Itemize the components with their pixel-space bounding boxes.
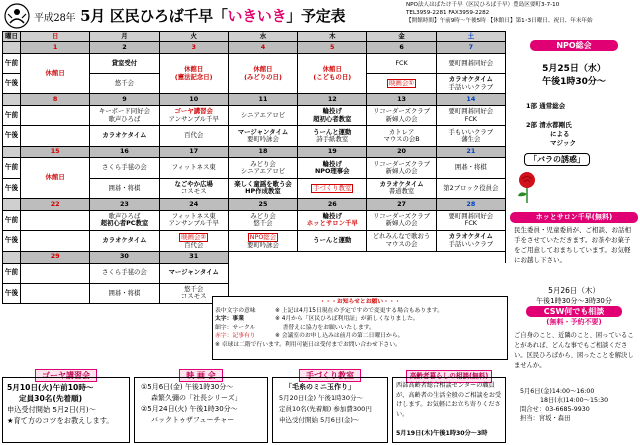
event: フィットネス東 アンサンブル千早 — [159, 210, 228, 230]
week-row — [3, 251, 506, 263]
am-label: 午前 — [3, 158, 21, 178]
event: 百代会 — [159, 126, 228, 146]
event: さくら手毬の会 — [90, 263, 159, 283]
event: うーんと運動 — [298, 230, 367, 251]
notice-box — [212, 296, 508, 360]
monthly-calendar — [2, 31, 506, 304]
day-number: 7 — [436, 42, 505, 54]
event: 要町囲碁同好会 — [436, 53, 505, 73]
day-number: 6 — [367, 42, 436, 54]
day-number: 23 — [90, 198, 159, 210]
day-number: 27 — [367, 198, 436, 210]
dow-sunday: 日 — [21, 32, 90, 42]
event: ゴーヤ講習会 アンサンブル千早 — [159, 106, 228, 126]
handcraft-title: 手づくり教室 — [299, 369, 361, 382]
day-number: 17 — [159, 146, 228, 158]
event: 悠千会 コスモス — [159, 283, 228, 303]
event: 映画会② 百代会 — [159, 230, 228, 251]
event: カラオケタイム — [90, 230, 159, 251]
salon-panel: ホッとサロン千早(無料) 民生委員・児童委員が、ご相談、お話相手をさせていただきます。お茶やお菓子をご用意しておまちしています。お気軽にお越し下さい。 5月26日（木） 午後1時30分～3時30分 — [510, 212, 638, 310]
dow-thursday: 木 — [298, 32, 367, 42]
day-number: 31 — [159, 251, 228, 263]
closed-day: 休館日 — [21, 158, 90, 198]
day-number: 24 — [159, 198, 228, 210]
pm-label: 午後 — [3, 178, 21, 198]
am-label: 午前 — [3, 263, 21, 283]
dow-friday: 金 — [367, 32, 436, 42]
event: 囲碁・将棋 — [90, 178, 159, 198]
day-number: 18 — [228, 146, 297, 158]
event: みどり会 悠千会 — [228, 210, 297, 230]
day-number: 28 — [436, 198, 505, 210]
am-label: 午前 — [3, 106, 21, 126]
event: カトレア マウスの会B — [367, 126, 436, 146]
notice-items: ※ 上記は4月15日現在の予定ですので変更する場合もあります。 ※ 4月から「区民ひろば利用証」が新しくなりました。 書替えに協力をお願いいたします。 ※ 会議室のお申し込みは前月の第二日曜日から。 ※ 卓球は二階で行います。利用可能日は受付までお問い合わせ下さい。 — [215, 307, 444, 348]
day-number: 19 — [298, 146, 367, 158]
event: リコーダーズクラブ 新婦人の会 — [367, 210, 436, 230]
org-info: NPO法人はばたけ千早（区民ひろば千早）豊島区要町3-7-10 TEL3959-2281 FAX3959-2282 【開館時間】午前9時〜午後5時 【休館日】第1･3日曜日、祝日、年末年始 — [406, 2, 593, 24]
event: NPO総会 要町吟詠会 — [228, 230, 297, 251]
day-number: 15 — [21, 146, 90, 158]
event: 第2ブロック役員会 — [436, 178, 505, 198]
day-number: 1 — [21, 42, 90, 54]
day-number: 30 — [90, 251, 159, 263]
dow-wednesday: 水 — [228, 32, 297, 42]
week-row — [3, 42, 506, 54]
day-number: 8 — [21, 94, 90, 106]
event: 貸室受付 — [90, 53, 159, 73]
event: シニアエアロビ — [228, 106, 297, 126]
day-number: 12 — [298, 94, 367, 106]
day-number: 9 — [90, 94, 159, 106]
pm-label: 午後 — [3, 283, 21, 303]
elder-consult-box: 高齢者暮らしの相談(無料) 西部高齢者総合相談センターの職員が、高齢者の生活全般のご相談をお受けします。お気軽にお立ち寄りください。 5月19日(木)午後1時30分～3時 — [392, 363, 506, 443]
legend: 表中文字の意味 太字：事業 細字：サークル 赤字：記事有り — [215, 307, 256, 340]
event: フィットネス東 — [159, 158, 228, 178]
dow-saturday: 土 — [436, 32, 505, 42]
day-number: 14 — [436, 94, 505, 106]
page-header — [0, 0, 640, 31]
event: カラオケタイム — [90, 126, 159, 146]
day-number: 20 — [367, 146, 436, 158]
day-number: 5 — [298, 42, 367, 54]
event: 要町囲碁同好会 FCK — [436, 106, 505, 126]
event: マージャンタイム 要町吟詠会 — [228, 126, 297, 146]
csw-title: CSW何でも相談 — [526, 306, 622, 317]
day-number: 11 — [228, 94, 297, 106]
event: マージャンタイム — [159, 263, 228, 283]
event: 手もいいクラブ 藩生会 — [436, 126, 505, 146]
event — [21, 263, 90, 283]
day-number: 4 — [228, 42, 297, 54]
day-number: 10 — [159, 94, 228, 106]
event: 輪投げ NPO理事会 — [298, 158, 367, 178]
day-number: 25 — [228, 198, 297, 210]
closed-day: 休館日 (こどもの日) — [298, 53, 367, 93]
movie-box: 映 画 会 ①5月6日(金) 午後1時30分～ 森繁久彌の「社長シリーズ」 ②5月24日(火) 午後1時30分～ バックトゥザフューチャー — [134, 363, 268, 443]
event: リコーダーズクラブ 新婦人の会 — [367, 158, 436, 178]
event — [21, 230, 90, 251]
pm-label: 午後 — [3, 74, 21, 94]
event: なごやか広場 コスモス — [159, 178, 228, 198]
event: カラオケタイム 書道教室 — [367, 178, 436, 198]
rose-icon — [514, 170, 540, 204]
day-number: 16 — [90, 146, 159, 158]
event: 輪投げ 超初心者教室 — [298, 106, 367, 126]
closed-day: 休館日 — [21, 53, 90, 93]
event: みどり会 シニアエアロビ — [228, 158, 297, 178]
salon-title: ホッとサロン千早(無料) — [510, 212, 638, 223]
event: 映画会① — [367, 74, 436, 94]
week-row — [3, 198, 506, 210]
event: うーんと運動 詩手紙教室 — [298, 126, 367, 146]
magic-show-title: 「バラの誘惑」 — [524, 153, 590, 166]
page-title: 平成28年 5月 区民ひろば千早「いきいき」予定表 — [34, 7, 346, 25]
csw-panel: CSW何でも相談 (無料・予約不要) ご自身のこと、近隣のこと、困っていることがあれば、どんな事でもご相談ください。区民ひろばから、困ったことを解決しませんか。 5月6日(金)14:00〜16:00 18日(水)14:00〜15:30 問合せ：03-6685-9930 担当：宮坂・森田 — [514, 307, 634, 422]
am-label: 午前 — [3, 53, 21, 73]
dow-tuesday: 火 — [159, 32, 228, 42]
npo-title: NPO総会 — [530, 40, 618, 51]
day-number: 26 — [298, 198, 367, 210]
event: 歌声ひろば 超初心者PC教室 — [90, 210, 159, 230]
event: リコーダーズクラブ 新婦人の会 — [367, 106, 436, 126]
event: 囲碁・将棋 — [436, 158, 505, 178]
goya-workshop-box: ゴーヤ講習会 5月10日(火)午前10時～ 定員30名(先着順) 申込受付開始 5月2日(月)～ ★育て方のコツをお教えします。 — [2, 363, 130, 443]
hiroba-logo-icon — [4, 3, 30, 29]
event — [21, 106, 90, 126]
day-number: 22 — [21, 198, 90, 210]
event: カラオケタイム 手話いいクラブ — [436, 230, 505, 251]
event: 楽しく童謡を歌う会 HP作成教室 — [228, 178, 297, 198]
movie-title: 映 画 会 — [179, 369, 223, 382]
event: カラオケタイム 手話いいクラブ — [436, 74, 505, 94]
day-number: 21 — [436, 146, 505, 158]
am-label: 午前 — [3, 210, 21, 230]
event: FCK — [367, 53, 436, 73]
event: 囲碁・将棋 — [90, 283, 159, 303]
event — [21, 283, 90, 303]
event — [21, 126, 90, 146]
event: さくら手毬の会 — [90, 158, 159, 178]
week-row — [3, 146, 506, 158]
event: 手づくり教室 — [298, 178, 367, 198]
elder-title: 高齢者暮らしの相談(無料) — [406, 370, 493, 383]
handcraft-box: 手づくり教室 「毛糸のミニ玉作り」 5月20日(金) 午後1時30分～ 定員10名(先着順) 参加費300円 申込受付開始 5月6日(金)～ — [272, 363, 388, 443]
event — [21, 210, 90, 230]
event: キーボード同好会 歌声ひろば — [90, 106, 159, 126]
day-number: 13 — [367, 94, 436, 106]
event: 悠千会 — [90, 74, 159, 94]
day-number: 3 — [159, 42, 228, 54]
goya-title: ゴーヤ講習会 — [35, 369, 97, 382]
week-row — [3, 94, 506, 106]
event: 要町囲碁同好会 FCK — [436, 210, 505, 230]
day-number: 2 — [90, 42, 159, 54]
pm-label: 午後 — [3, 126, 21, 146]
npo-meeting-panel: NPO総会 5月25日（水） 午後1時30分～ 1部 通常総会 2部 清水都剛氏 による マジック 「バラの誘惑」 — [510, 40, 638, 210]
event: どれみんなで歌おう マウスの会 — [367, 230, 436, 251]
day-number: 29 — [21, 251, 90, 263]
dow-label: 曜日 — [3, 32, 21, 42]
pm-label: 午後 — [3, 230, 21, 251]
event: 輪投げ ホッとサロン千早 — [298, 210, 367, 230]
dow-monday: 月 — [90, 32, 159, 42]
closed-day: 休館日 (憲法記念日) — [159, 53, 228, 93]
notice-title: ・・・お知らせとお願い・・・ — [319, 299, 401, 305]
closed-day: 休館日 (みどりの日) — [228, 53, 297, 93]
